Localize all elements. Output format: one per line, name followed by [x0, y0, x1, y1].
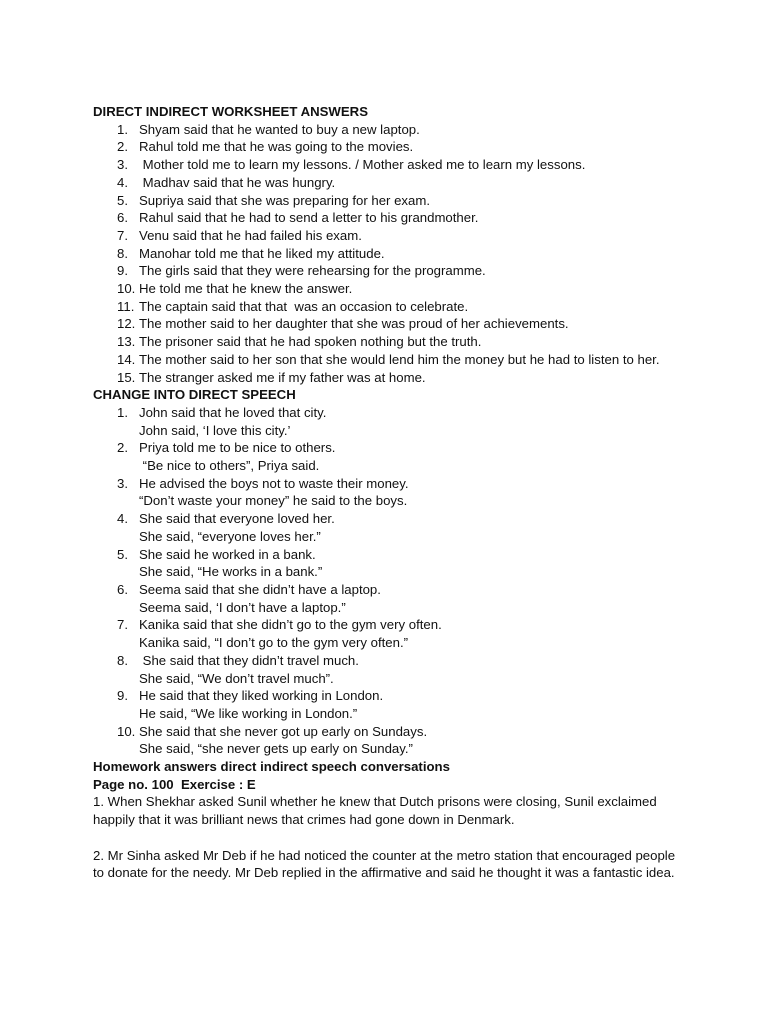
list-item: 1. John said that he loved that city. John said, ‘I love this city.’ — [117, 404, 327, 438]
list-item: 13. The prisoner said that he had spoken nothing but the truth. — [117, 334, 482, 350]
list-item: 9. The girls said that they were rehearsing for the programme. — [117, 263, 486, 279]
list-item: 5. Supriya said that she was preparing for her exam. — [117, 192, 431, 208]
direct-speech-heading: CHANGE INTO DIRECT SPEECH — [93, 387, 296, 403]
list-item: 1. Shyam said that he wanted to buy a new laptop. — [117, 121, 420, 137]
list-item: 3. He advised the boys not to waste their money. “Don’t waste your money” he said to the boys. — [117, 475, 409, 509]
worksheet-answers-list — [93, 121, 683, 387]
direct-speech-list — [93, 404, 683, 758]
list-item: 14. The mother said to her son that she would lend him the money but he had to listen to her. — [117, 351, 660, 367]
list-item: 3. Mother told me to learn my lessons. / Mother asked me to learn my lessons. — [117, 157, 586, 173]
list-item: 5. She said he worked in a bank. She said, “He works in a bank.” — [117, 546, 323, 580]
homework-paragraph-1: 1. When Shekhar asked Sunil whether he knew that Dutch prisons were closing, Sunil exclaimed happily that it was brilliant news that crimes had gone down in Denmark. — [93, 794, 661, 828]
paragraph-spacer — [93, 829, 683, 847]
list-item: 6. Seema said that she didn’t have a laptop. Seema said, ‘I don’t have a laptop.” — [117, 581, 381, 615]
list-item: 2. Rahul told me that he was going to the movies. — [117, 139, 414, 155]
list-item: 9. He said that they liked working in London. He said, “We like working in London.” — [117, 688, 384, 721]
list-item: 10. She said that she never got up early on Sundays. She said, “she never gets up early on Sunday.” — [117, 723, 428, 757]
list-item: 6. Rahul said that he had to send a letter to his grandmother. — [117, 210, 479, 226]
list-item: 4. Madhav said that he was hungry. — [117, 174, 336, 190]
list-item: 12. The mother said to her daughter that she was proud of her achievements. — [117, 316, 569, 332]
list-item: 7. Venu said that he had failed his exam. — [117, 227, 362, 243]
list-item: 8. Manohar told me that he liked my attitude. — [117, 245, 385, 261]
list-item: 10. He told me that he knew the answer. — [117, 281, 353, 297]
list-item: 15. The stranger asked me if my father was at home. — [117, 369, 426, 385]
list-item: 2. Priya told me to be nice to others. “Be nice to others”, Priya said. — [117, 440, 336, 474]
list-item: 7. Kanika said that she didn’t go to the gym very often. Kanika said, “I don’t go to the gym very often.” — [117, 617, 442, 651]
homework-heading: Homework answers direct indirect speech conversations — [93, 759, 450, 775]
list-item: 11. The captain said that that was an occasion to celebrate. — [117, 298, 469, 314]
document-page — [93, 103, 683, 882]
list-item: 4. She said that everyone loved her. She said, “everyone loves her.” — [117, 511, 335, 544]
list-item: 8. She said that they didn’t travel much. She said, “We don’t travel much”. — [117, 652, 359, 686]
worksheet-answers-heading: DIRECT INDIRECT WORKSHEET ANSWERS — [93, 104, 368, 119]
homework-paragraph-2: 2. Mr Sinha asked Mr Deb if he had noticed the counter at the metro station that encouraged people to donate for the needy. Mr Deb replied in the affirmative and said he thought it was a fantastic idea. — [93, 847, 679, 881]
exercise-subheading: Page no. 100 Exercise : E — [93, 776, 256, 792]
